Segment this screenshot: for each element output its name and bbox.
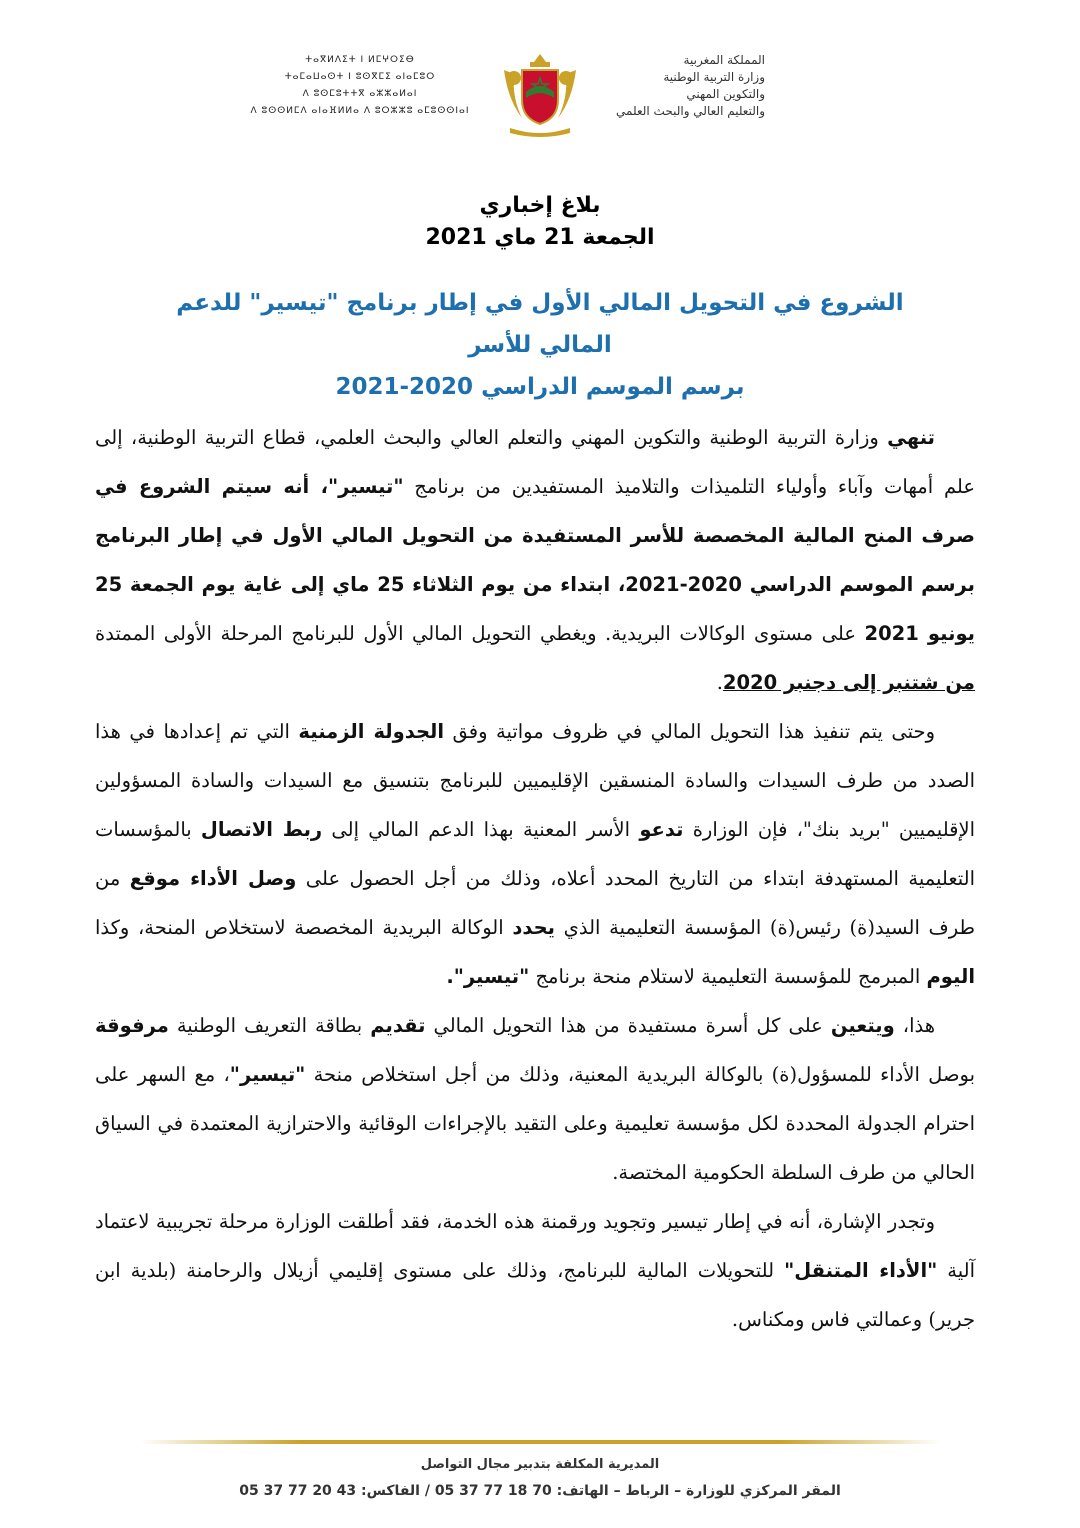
ministry-line: والتعليم العالي والبحث العلمي [616,104,765,118]
bold-text: ربط الاتصال [200,818,323,841]
tifinagh-line: ⴷ ⵓⵙⵎⵓⵜⵜⴳ ⴰⵣⵣⴰⵍⴰⵏ [302,89,418,99]
headline-line: الشروع في التحويل المالي الأول في إطار برنامج "تيسير" للدعم المالي للأسر [176,290,904,358]
letterhead [0,40,1080,140]
text: التي تم إعدادها في هذا الصدد من طرف السيدات والسادة المنسقين الإقليميين للبرنامج بتنسيق مع السيدات والسادة المسؤولين الإقليميين "بريد بنك"، فإن الوزارة [95,720,976,841]
ministry-name-arabic [535,52,765,120]
bold-text: اليوم [926,965,975,988]
text: للتحويلات المالية للبرنامج، وذلك على مستوى إقليمي أزيلال والرحامنة (بلدية ابن جرير) وعمالتي فاس ومكناس. [95,1259,975,1331]
press-release-body [95,413,975,1344]
paragraph-3 [95,1001,975,1197]
text: وزارة التربية الوطنية والتكوين المهني والتعلم العالي والبحث العلمي، قطاع التربية الوطنية، إلى علم أمهات وآباء وأولياء التلميذات والتلاميذ المستفيدين من برنامج [95,426,976,498]
bold-text: الجدولة الزمنية [298,720,445,743]
headline [150,282,930,408]
notice-title: بلاغ إخباري [479,193,601,218]
bold-text: تدعو [639,818,684,841]
notice-heading [0,190,1080,254]
paragraph-1 [95,413,975,707]
text: هذا، [894,1014,936,1037]
footer-address: المقر المركزي للوزارة – الرباط – الهاتف: 70 18 77 37 05 / الفاكس: 43 20 77 37 05 [239,1483,841,1499]
text: الوكالة البريدية المخصصة لاستخلاص المنحة، وكذا [95,916,513,939]
paragraph-2 [95,707,975,1001]
text: من طرف السيد(ة) رئيس(ة) المؤسسة التعليمية الذي [95,867,976,939]
text: بالمؤسسات التعليمية المستهدفة ابتداء من التاريخ المحدد أعلاه، وذلك من أجل الحصول على [95,818,975,890]
text: الأسر المعنية بهذا الدعم المالي إلى [322,818,640,841]
bold-text: يحدد [512,916,555,939]
bold-text: مرفوقة [95,1014,169,1037]
bold-text: تنهي [887,426,935,449]
notice-date: الجمعة 21 ماي 2021 [425,225,655,250]
text: وتجدر الإشارة، أنه في إطار تيسير وتجويد ورقمنة هذه الخدمة، فقد أطلقت الوزارة مرحلة تجريبية لاعتماد آلية [95,1210,975,1282]
bold-text: "تيسير"، أنه سيتم الشروع في صرف المنح المالية المخصصة للأسر المستفيدة من التحويل المالي الأول في إطار البرنامج برسم الموسم الدراسي 2020-2021، ابتداء من يوم الثلاثاء 25 ماي إلى غاية يوم الجمعة 25 يونيو 2021 [95,475,975,645]
text: ، مع السهر على احترام الجدولة المحددة لكل مؤسسة تعليمية وعلى التقيد بالإجراءات الوقائية والاحترازية المعتمدة في السياق الحالي من طرف السلطة الحكومية المختصة. [95,1063,975,1184]
text: على مستوى الوكالات البريدية. ويغطي التحويل المالي الأول للبرنامج المرحلة الأولى الممتدة [95,622,865,645]
tifinagh-line: ⵜⴰⴳⵍⴷⵉⵜ ⵏ ⵍⵎⵖⵔⵉⴱ [305,55,415,65]
headline-line: برسم الموسم الدراسي 2020-2021 [335,374,745,400]
footer [0,1452,1080,1504]
text: المبرمج للمؤسسة التعليمية لاستلام منحة برنامج [529,965,927,988]
kingdom-name: المملكة المغربية [683,53,765,67]
bold-text: "تيسير". [446,965,530,988]
footer-divider [140,1440,940,1444]
bold-text: تقديم [370,1014,426,1037]
text: بطاقة التعريف الوطنية [168,1014,371,1037]
bold-text: وصل الأداء موقع [129,867,297,890]
bold-text: "الأداء المتنقل" [784,1259,938,1282]
text: وحتى يتم تنفيذ هذا التحويل المالي في ظروف مواتية وفق [444,720,936,743]
text: بوصل الأداء للمسؤول(ة) بالوكالة البريدية المعنية، وذلك من أجل استخلاص منحة [305,1063,976,1086]
paragraph-4 [95,1197,975,1344]
ministry-line: والتكوين المهني [686,87,765,101]
text: على كل أسرة مستفيدة من هذا التحويل المالي [425,1014,831,1037]
ministry-line: وزارة التربية الوطنية [663,70,765,84]
tifinagh-ministry-name [250,52,470,120]
tifinagh-line: ⵜⴰⵎⴰⵡⴰⵙⵜ ⵏ ⵓⵙⴳⵎⵉ ⴰⵏⴰⵎⵓⵔ [284,72,436,82]
underlined-text: من شتنبر إلى دجنبر 2020 [722,671,975,694]
bold-text: "تيسير" [229,1063,306,1086]
text: . [716,671,723,694]
footer-directorate: المديرية المكلفة بتدبير مجال التواصل [420,1457,660,1472]
tifinagh-line: ⴷ ⵓⵙⵙⵍⵎⴷ ⴰⵏⴰⴼⵍⵍⴰ ⴷ ⵓⵔⵣⵣⵓ ⴰⵎⵓⵙⵙⵏⴰⵏ [250,106,470,116]
bold-text: ويتعين [830,1014,895,1037]
